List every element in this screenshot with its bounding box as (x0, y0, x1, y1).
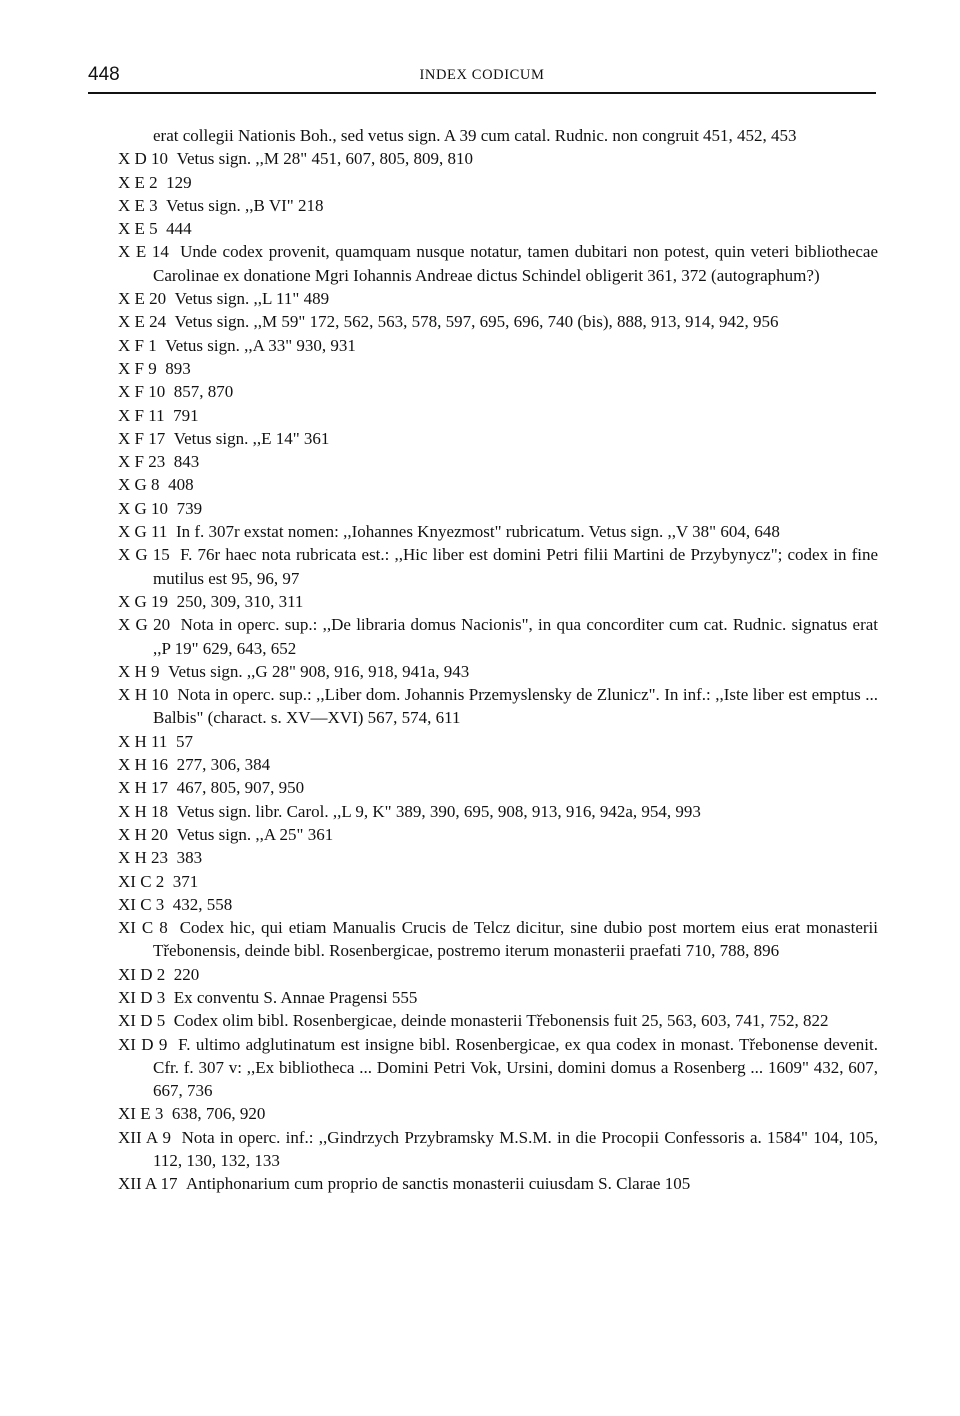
index-entry (118, 473, 878, 496)
index-entry (118, 450, 878, 473)
index-entry (118, 357, 878, 380)
entry-text: Nota in operc. sup.: ,,De libraria domus Nacionis", in qua concorditer cum cat. Rudnic. signatus erat ,,P 19" 629, 643, 652 (153, 615, 878, 658)
entry-text: Vetus sign. libr. Carol. ,,L 9, K" 389, 390, 695, 908, 913, 916, 942a, 954, 993 (176, 801, 701, 821)
entry-signature: XI D 2 (118, 964, 166, 984)
index-entry (118, 217, 878, 240)
index-entry (118, 1009, 878, 1032)
entry-signature: X H 23 (118, 848, 169, 868)
entry-signature: X G 15 (118, 545, 170, 565)
entry-signature: X G 10 (118, 498, 169, 518)
entry-signature: X F 9 (118, 358, 157, 378)
entry-text: Vetus sign. ,,M 28" 451, 607, 805, 809, 810 (176, 149, 473, 169)
entry-signature: X G 11 (118, 522, 168, 542)
entry-signature: XI C 2 (118, 871, 165, 891)
index-entry (118, 823, 878, 846)
index-entry (118, 427, 878, 450)
index-entry (118, 753, 878, 776)
index-entry (118, 543, 878, 590)
entry-text: 857, 870 (173, 382, 234, 402)
index-entry (118, 171, 878, 194)
entry-text: 432, 558 (172, 894, 233, 914)
entry-signature: X E 24 (118, 312, 167, 332)
index-entry (118, 1102, 878, 1125)
index-entry (118, 776, 878, 799)
entry-signature: X H 9 (118, 661, 160, 681)
entry-text: Nota in operc. inf.: ,,Gindrzych Przybramsky M.S.M. in die Procopii Confessoris a. 1584" 104, 105, 112, 130, 132, 133 (153, 1127, 879, 1171)
entry-signature: XI D 5 (118, 1011, 166, 1031)
index-entry (118, 124, 878, 147)
index-entry (118, 240, 878, 287)
entry-text: 220 (173, 964, 200, 984)
entry-signature: X G 8 (118, 475, 160, 495)
entry-text: Ex conventu S. Annae Pragensi 555 (173, 987, 418, 1007)
entry-signature: XI D 9 (118, 1034, 168, 1054)
index-entries (118, 124, 878, 1196)
entry-signature: XII A 17 (118, 1174, 178, 1194)
entry-signature: X F 17 (118, 428, 166, 448)
entry-text: Antiphonarium cum proprio de sanctis monasterii cuiusdam S. Clarae 105 (186, 1174, 691, 1194)
entry-signature: X F 23 (118, 452, 166, 472)
index-entry (118, 916, 878, 963)
entry-text: 250, 309, 310, 311 (176, 591, 304, 611)
entry-signature: X E 20 (118, 289, 167, 309)
running-title: INDEX CODICUM (419, 67, 545, 83)
index-entry (118, 404, 878, 427)
index-entry (118, 590, 878, 613)
index-entry (118, 963, 878, 986)
entry-text: 444 (166, 219, 192, 239)
entry-text: 277, 306, 384 (176, 755, 271, 775)
entry-text: Unde codex provenit, quamquam nusque notatur, tamen dubitari non potest, quin veteri bibliothecae Carolinae ex donatione Mgri Iohannis Andreae dictus Schindel obligerit 361, 372 (autographum?) (153, 242, 878, 285)
entry-signature: X E 2 (118, 172, 158, 192)
entry-text: Nota in operc. sup.: ,,Liber dom. Johannis Przemyslensky de Zlunicz". In inf.: ,,Iste liber est emptus ... Balbis" (charact. s. XV—XVI) 567, 574, 611 (153, 685, 879, 728)
entry-text: 791 (173, 405, 199, 425)
entry-signature: X E 14 (118, 242, 169, 262)
index-entry (118, 683, 878, 730)
index-entry (118, 1126, 878, 1173)
entry-text: 383 (176, 848, 203, 868)
entry-text: 408 (168, 475, 194, 495)
entry-text: 57 (175, 731, 193, 751)
entry-text: Vetus sign. ,,B VI" 218 (166, 195, 324, 215)
entry-signature: X F 11 (118, 405, 165, 425)
entry-signature: X H 20 (118, 824, 169, 844)
entry-text: F. 76r haec nota rubricata est.: ,,Hic liber est domini Petri filii Martini de Przybynycz"; codex in fine mutilus est 95, 96, 97 (153, 545, 879, 588)
index-entry (118, 1033, 878, 1103)
entry-text: F. ultimo adglutinatum est insigne bibl. Rosenbergicae, ex qua codex in monast. Třebonense devenit. Cfr. f. 307 v: ,,Ex bibliotheca ... Domini Petri Vok, Ursini, domini domus a Rosenberg ... 1609" 432, 607, 667, 736 (153, 1034, 878, 1101)
index-entry (118, 520, 878, 543)
index-entry (118, 800, 878, 823)
page-number: 448 (88, 64, 120, 85)
entry-text: 467, 805, 907, 950 (176, 778, 305, 798)
index-entry (118, 310, 878, 333)
index-entry (118, 846, 878, 869)
entry-signature: X G 19 (118, 591, 169, 611)
index-entry (118, 613, 878, 660)
index-entry (118, 660, 878, 683)
index-entry (118, 334, 878, 357)
entry-text: 893 (165, 358, 191, 378)
index-entry (118, 194, 878, 217)
entry-signature: X D 10 (118, 149, 169, 169)
index-entry (118, 986, 878, 1009)
page-header (88, 62, 876, 94)
entry-text: Codex hic, qui etiam Manualis Crucis de Telcz dicitur, sine dubio post mortem eius erat monasterii Třebonensis, deinde bibl. Rosenbergicae, postremo iterum monasterii praefati 710, 788, 896 (153, 918, 879, 961)
entry-text: Vetus sign. ,,L 11" 489 (174, 289, 330, 309)
entry-signature: XI C 8 (118, 918, 168, 938)
index-entry (118, 380, 878, 403)
entry-text: Vetus sign. ,,A 33" 930, 931 (165, 335, 356, 355)
index-entry (118, 1172, 878, 1195)
entry-text: 843 (173, 452, 200, 472)
entry-signature: XII A 9 (118, 1127, 172, 1147)
entry-text: Vetus sign. ,,A 25" 361 (176, 824, 334, 844)
entry-text: erat collegii Nationis Boh., sed vetus sign. A 39 cum catal. Rudnic. non congruit 451, 452, 453 (153, 126, 797, 145)
entry-signature: X E 5 (118, 219, 158, 239)
entry-signature: X G 20 (118, 615, 171, 635)
entry-signature: X F 1 (118, 335, 157, 355)
entry-text: 129 (166, 172, 192, 192)
entry-text: In f. 307r exstat nomen: ,,Iohannes Knyezmost" rubricatum. Vetus sign. ,,V 38" 604, 648 (175, 522, 780, 542)
index-entry (118, 147, 878, 170)
entry-signature: X H 17 (118, 778, 169, 798)
index-entry (118, 893, 878, 916)
entry-text: Vetus sign. ,,G 28" 908, 916, 918, 941a, 943 (168, 661, 470, 681)
entry-signature: X H 16 (118, 755, 169, 775)
entry-signature: XI D 3 (118, 987, 166, 1007)
index-entry (118, 287, 878, 310)
entry-signature: X E 3 (118, 195, 158, 215)
entry-signature: XI C 3 (118, 894, 165, 914)
index-entry (118, 870, 878, 893)
entry-signature: X F 10 (118, 382, 166, 402)
entry-text: Vetus sign. ,,M 59" 172, 562, 563, 578, 597, 695, 696, 740 (bis), 888, 913, 914, 942, 956 (174, 312, 779, 332)
entry-signature: XI E 3 (118, 1104, 164, 1124)
entry-signature: X H 18 (118, 801, 169, 821)
entry-signature: X H 10 (118, 685, 169, 705)
entry-text: 371 (172, 871, 199, 891)
entry-text: 638, 706, 920 (171, 1104, 266, 1124)
index-entry (118, 730, 878, 753)
entry-text: Vetus sign. ,,E 14" 361 (173, 428, 330, 448)
entry-text: 739 (176, 498, 203, 518)
index-entry (118, 497, 878, 520)
entry-signature: X H 11 (118, 731, 168, 751)
entry-text: Codex olim bibl. Rosenbergicae, deinde monasterii Třebonensis fuit 25, 563, 603, 741, 752, 822 (173, 1011, 829, 1031)
